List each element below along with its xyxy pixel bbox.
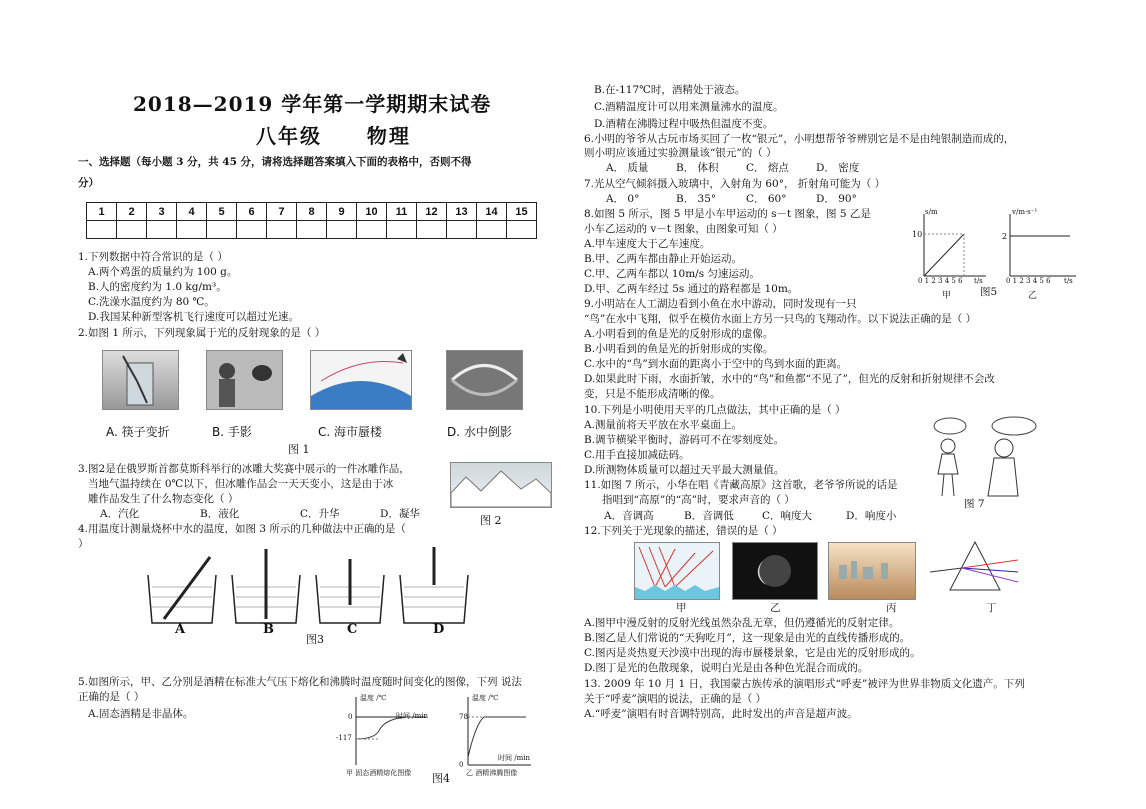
fig5-caption: 图5 — [980, 286, 998, 298]
q9-option-d: D.如果此时下雨，水面折皱，水中的“鸟”和鱼都“不见了”，但光的反射和折射规律不会改 — [584, 373, 995, 385]
q11-line2: 指唱到“高原”的“高”时，要求声音的（ ） — [602, 494, 795, 506]
q8-option-d: D.甲、乙两车经过 5s 通过的路程都是 10m。 — [584, 283, 799, 295]
answer-table-header-cell: 15 — [507, 203, 537, 221]
q2-label-d: D. 水中倒影 — [447, 425, 512, 439]
q6-line2: 则小明应该通过实验测量该“银元”的（ ） — [584, 147, 777, 159]
answer-table-header-cell: 2 — [117, 203, 147, 221]
q3-line2: 当地气温持续在 0℃以下，但冰雕作品会一天天变小，这是由于冰 — [88, 478, 394, 490]
q10-option-b: B.调节横梁平衡时，游码可不在零刻度处。 — [584, 434, 785, 446]
q4-label-c: C — [347, 622, 358, 637]
answer-table-header-row — [87, 203, 537, 221]
fig5-ylabel-yi: v/m·s⁻¹ — [1012, 208, 1038, 216]
g2-ylabel: 温度 /℃ — [472, 694, 499, 702]
section1-heading-cont: 分） — [78, 177, 99, 189]
answer-table-header-cell: 7 — [267, 203, 297, 221]
fig5-xunit-yi: t/s — [1064, 277, 1073, 285]
fig5-xticks-jia: 0 1 2 3 4 5 6 — [918, 277, 963, 285]
q2-stem: 2.如图 1 所示，下列现象属于光的反射现象的是（ ） — [78, 327, 326, 339]
q3-option-a: A．汽化 — [100, 508, 140, 520]
g1-melt-temp: -117 — [336, 734, 352, 742]
q3-option-b: B．液化 — [200, 508, 240, 520]
q9-option-b: B.小明看到的鱼是光的折射形成的实像。 — [584, 343, 774, 355]
g1-xlabel: 时间 /min — [396, 712, 428, 720]
q1-stem: 1.下列数据中符合常识的是（ ） — [78, 251, 228, 263]
q3-line1: 3.图2是在俄罗斯首都莫斯科举行的冰雕大奖赛中展示的一件冰雕作品， — [78, 463, 410, 475]
q6-line1: 6.小明的爷爷从古玩市场买回了一枚“银元”，小明想帮爷爷辨别它是不是由纯银制造而成的， — [584, 133, 1015, 145]
fig5-xticks-yi: 0 1 2 3 4 5 6 — [1006, 277, 1051, 285]
q10-option-c: C.用手直接加减砝码。 — [584, 449, 690, 461]
q6-option-b: B． 体积 — [676, 162, 719, 174]
q9-option-c: C.水中的“鸟”到水面的距离小于空中的鸟到水面的距离。 — [584, 358, 848, 370]
q13-option-a: A.“呼麦”演唱有时音调特别高，此时发出的声音是超声波。 — [584, 708, 858, 720]
g1-ylabel: 温度 /℃ — [360, 694, 387, 702]
exam-title: 2018—2019 学年第一学期期末试卷 — [133, 92, 492, 116]
q9-option-d-cont: 变，只是不能形成清晰的像。 — [584, 388, 721, 400]
dispersion-prism-image — [930, 538, 1020, 598]
q11-option-d: D．响度小 — [846, 510, 897, 522]
water-reflection-image — [446, 350, 523, 410]
q4-line1: 4.用温度计测量烧杯中水的温度，如图 3 所示的几种做法中正确的是（ — [78, 523, 406, 535]
q1-option-c: C.洗澡水温度约为 80 ℃。 — [88, 296, 215, 308]
q9-option-a: A.小明看到的鱼是光的反射形成的虚像。 — [584, 328, 774, 340]
q5-option-a: A.固态酒精是非晶体。 — [88, 708, 194, 720]
q7-option-c: C． 60° — [746, 193, 787, 205]
q10-option-d: D.所测物体质量可以超过天平最大测量值。 — [584, 464, 785, 476]
q12-label-ding: 丁 — [986, 602, 997, 614]
answer-cell[interactable] — [357, 221, 387, 239]
answer-table-answer-row — [87, 221, 537, 239]
answer-table-header-cell: 1 — [87, 203, 117, 221]
q1-option-d: D.我国某种新型客机飞行速度可以超过光速。 — [88, 311, 299, 323]
answer-cell[interactable] — [237, 221, 267, 239]
fig5-xunit-jia: t/s — [974, 277, 983, 285]
q12-option-a: A.图甲中漫反射的反射光线虽然杂乱无章，但仍遵循光的反射定律。 — [584, 617, 900, 629]
answer-cell[interactable] — [387, 221, 417, 239]
g2-zero: 0 — [459, 761, 464, 769]
fig7-caption: 图 7 — [964, 498, 985, 510]
q2-label-a: A. 筷子变折 — [106, 425, 170, 439]
answer-table-header-cell: 4 — [177, 203, 207, 221]
mirage-desert-image — [828, 542, 916, 600]
g2-boil-temp: 78 — [459, 713, 468, 721]
answer-table-header-cell: 9 — [327, 203, 357, 221]
diffuse-reflection-image — [634, 542, 720, 600]
q7-option-a: A． 0° — [606, 193, 640, 205]
q12-option-c: C.图丙是炎热夏天沙漠中出现的海市蜃楼景象，它是由光的反射形成的。 — [584, 647, 921, 659]
q3-option-d: D．凝华 — [380, 508, 420, 520]
q3-option-c: C．升华 — [300, 508, 340, 520]
fig4-caption: 图4 — [432, 772, 450, 785]
q7-line1: 7.光从空气倾斜摄入玻璃中，入射角为 60°， 折射角可能为（ ） — [584, 178, 886, 190]
q5-option-c: C.酒精温度计可以用来测量沸水的温度。 — [594, 101, 784, 113]
answer-cell[interactable] — [507, 221, 537, 239]
answer-cell[interactable] — [297, 221, 327, 239]
q5-line1: 5.如图所示，甲、乙分别是酒精在标准大气压下熔化和沸腾时温度随时间变化的图像，下列 说法 — [78, 676, 522, 688]
exam-subtitle: 八年级 物理 — [256, 124, 411, 148]
q8-option-b: B.甲、乙两车都由静止开始运动。 — [584, 253, 743, 265]
q9-line2: “鸟”在水中飞翔，似乎在模仿水面上方另一只鸟的飞翔动作。以下说法正确的是（ ） — [584, 313, 977, 325]
q6-option-a: A． 质量 — [606, 162, 649, 174]
q2-label-c: C. 海市蜃楼 — [318, 425, 383, 439]
q12-label-bing: 丙 — [886, 602, 897, 614]
q11-option-a: A．音调高 — [604, 510, 654, 522]
q1-option-b: B.人的密度约为 1.0 kg/m³。 — [88, 281, 227, 293]
q12-option-b: B.图乙是人们常说的“天狗吃月”，这一现象是由光的直线传播形成的。 — [584, 632, 911, 644]
answer-cell[interactable] — [477, 221, 507, 239]
answer-table-header-cell: 5 — [207, 203, 237, 221]
q11-option-b: B．音调低 — [684, 510, 734, 522]
lunar-eclipse-image — [732, 542, 818, 600]
answer-table-header-cell: 8 — [297, 203, 327, 221]
g2-caption: 乙 酒精沸腾图像 — [466, 769, 518, 777]
q5-option-b: B.在-117℃时，酒精处于液态。 — [594, 84, 746, 96]
q9-line1: 9.小明站在人工湖边看到小鱼在水中游动，同时发现有一只 — [584, 298, 857, 310]
g2-xlabel: 时间 /min — [498, 754, 530, 762]
q11-option-c: C．响度大 — [762, 510, 813, 522]
hand-shadow-image — [206, 350, 283, 410]
fig7-cartoon — [928, 414, 1038, 500]
q6-option-d: D． 密度 — [816, 162, 860, 174]
answer-table-header-cell: 10 — [357, 203, 387, 221]
answer-cell[interactable] — [327, 221, 357, 239]
q1-option-a: A.两个鸡蛋的质量约为 100 g。 — [88, 266, 238, 278]
q13-line2: 关于“呼麦”演唱的说法，正确的是（ ） — [584, 693, 767, 705]
answer-table-header-cell: 13 — [447, 203, 477, 221]
q8-line2: 小车乙运动的 v－t 图象，由图象可知（ ） — [584, 223, 783, 235]
answer-table-header-cell: 12 — [417, 203, 447, 221]
q3-line3: 雕作品发生了什么物态变化（ ） — [88, 493, 239, 505]
q8-option-c: C.甲、乙两车都以 10m/s 匀速运动。 — [584, 268, 760, 280]
fig1-caption: 图 1 — [288, 443, 310, 456]
answer-cell[interactable] — [87, 221, 117, 239]
answer-table — [86, 202, 537, 239]
g1-zero: 0 — [348, 713, 353, 721]
q8-option-a: A.甲车速度大于乙车速度。 — [584, 238, 711, 250]
q8-line1: 8.如图 5 所示，图 5 甲是小车甲运动的 s－t 图象，图 5 乙是 — [584, 208, 871, 220]
answer-table-header-cell: 11 — [387, 203, 417, 221]
q4-label-d: D — [433, 622, 445, 637]
q12-line1: 12.下列关于光现象的描述，错误的是（ ） — [584, 525, 783, 537]
q11-line1: 11.如图 7 所示，小华在唱《青藏高原》这首歌，老爷爷所说的话是 — [584, 479, 898, 491]
q13-line1: 13. 2009 年 10 月 1 日，我国蒙古族传承的演唱形式“呼麦”被评为世界非物质文化遗产。下列 — [584, 678, 1025, 690]
q4-line2: ） — [78, 538, 89, 550]
fig5-yi-label: 乙 — [1028, 291, 1038, 301]
fig3-beakers — [140, 545, 470, 637]
fig5-tick-yi: 2 — [1002, 232, 1008, 241]
q4-label-b: B — [263, 622, 274, 637]
q7-option-d: D． 90° — [816, 193, 857, 205]
answer-table-header-cell: 3 — [147, 203, 177, 221]
fig5-ylabel-jia: s/m — [925, 208, 938, 216]
section1-heading: 一、选择题（每小题 3 分，共 45 分，请将选择题答案填入下面的表格中，否则不得 — [78, 156, 472, 168]
q7-option-b: B． 35° — [676, 193, 717, 205]
mirage-image — [310, 350, 412, 410]
q5-line2: 正确的是（ ） — [78, 691, 145, 703]
g1-caption: 甲 固态酒精熔化图像 — [346, 769, 412, 777]
q5-option-d: D.酒精在沸腾过程中吸热但温度不变。 — [594, 118, 774, 130]
q12-label-jia: 甲 — [676, 602, 687, 614]
answer-cell[interactable] — [447, 221, 477, 239]
fig5-tick-jia: 10 — [912, 230, 923, 239]
q6-option-c: C． 熔点 — [746, 162, 789, 174]
answer-table-header-cell: 6 — [237, 203, 267, 221]
answer-cell[interactable] — [117, 221, 147, 239]
q10-line1: 10.下列是小明使用天平的几点做法，其中正确的是（ ） — [584, 404, 846, 416]
fig2-caption: 图 2 — [480, 514, 502, 527]
answer-cell[interactable] — [177, 221, 207, 239]
q12-option-d: D.图丁是光的色散现象，说明白光是由各种色光混合而成的。 — [584, 662, 869, 674]
chopsticks-image — [102, 350, 179, 410]
q4-label-a: A — [175, 622, 186, 637]
answer-cell[interactable] — [147, 221, 177, 239]
q2-label-b: B. 手影 — [212, 425, 252, 439]
answer-cell[interactable] — [207, 221, 237, 239]
q10-option-a: A.测量前将天平放在水平桌面上。 — [584, 419, 742, 431]
ice-sculpture-image — [450, 462, 552, 508]
answer-table-header-cell: 14 — [477, 203, 507, 221]
answer-cell[interactable] — [417, 221, 447, 239]
fig5-jia-label: 甲 — [942, 291, 952, 301]
fig3-caption: 图3 — [306, 633, 324, 646]
q12-label-yi: 乙 — [770, 602, 781, 614]
answer-cell[interactable] — [267, 221, 297, 239]
